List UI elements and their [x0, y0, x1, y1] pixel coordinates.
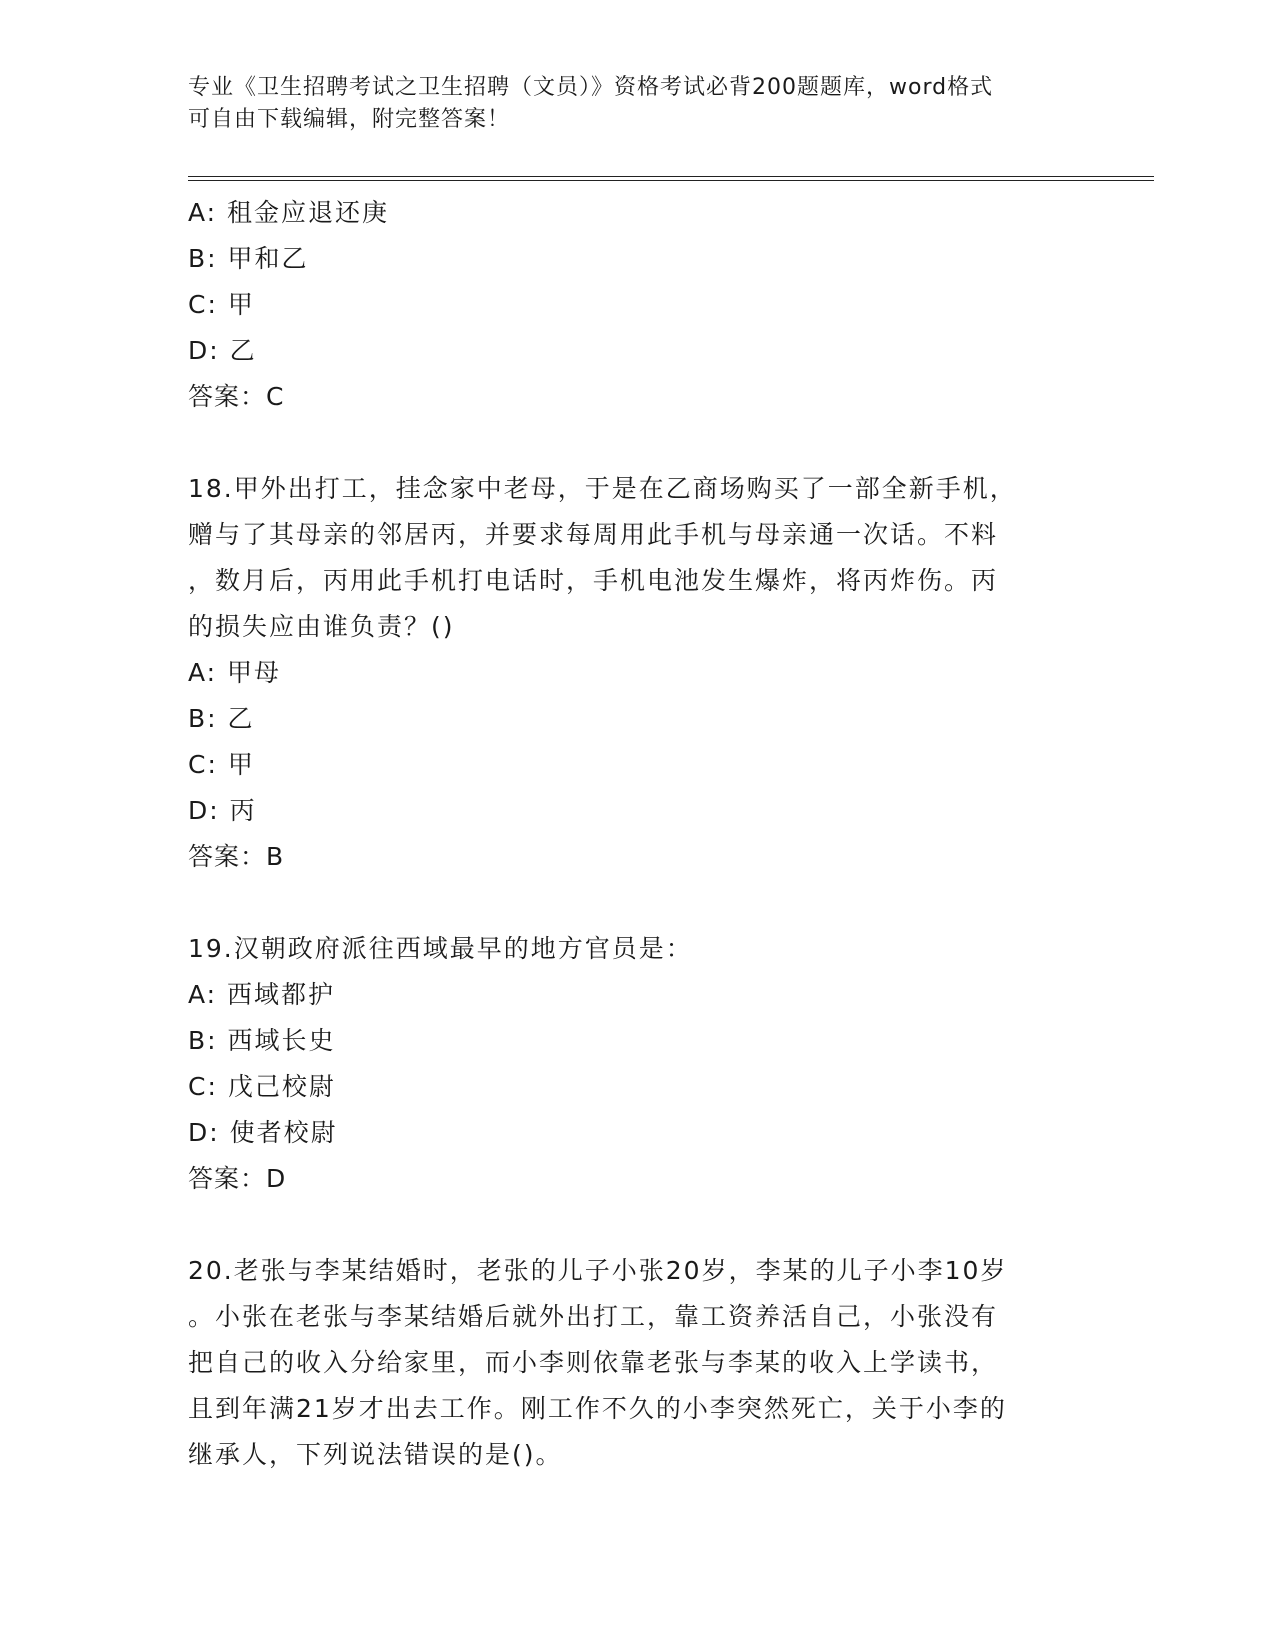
option-b: B: 甲和乙	[188, 244, 309, 273]
option-c: C: 戊己校尉	[188, 1072, 336, 1101]
question-stem-line: 20.老张与李某结婚时，老张的儿子小张20岁，李某的儿子小李10岁	[188, 1256, 1008, 1285]
option-d: D: 乙	[188, 336, 257, 365]
question-stem-line: 赠与了其母亲的邻居丙，并要求每周用此手机与母亲通一次话。不料	[188, 520, 999, 549]
question-19	[188, 926, 1088, 1202]
option-a: A: 甲母	[188, 658, 282, 687]
question-stem-line: 把自己的收入分给家里，而小李则依靠老张与李某的收入上学读书，	[188, 1348, 999, 1377]
spacer	[188, 420, 1088, 466]
option-a: A: 租金应退还庚	[188, 198, 390, 227]
option-c: C: 甲	[188, 290, 255, 319]
document-body	[188, 190, 1088, 1478]
question-stem-line: 的损失应由谁负责？()	[188, 612, 455, 641]
question-17	[188, 190, 1088, 420]
question-stem-line: 且到年满21岁才出去工作。刚工作不久的小李突然死亡，关于小李的	[188, 1394, 1007, 1423]
option-a: A: 西域都护	[188, 980, 336, 1009]
option-b: B: 乙	[188, 704, 255, 733]
question-18	[188, 466, 1088, 880]
document-header	[188, 72, 1088, 136]
option-c: C: 甲	[188, 750, 255, 779]
question-stem-line: 。小张在老张与李某结婚后就外出打工，靠工资养活自己，小张没有	[188, 1302, 999, 1331]
question-stem-line: 继承人，下列说法错误的是()。	[188, 1440, 563, 1469]
question-stem-line: 19.汉朝政府派往西域最早的地方官员是：	[188, 934, 693, 963]
spacer	[188, 1202, 1088, 1248]
answer: 答案：D	[188, 1164, 287, 1193]
question-stem-line: 18.甲外出打工，挂念家中老母，于是在乙商场购买了一部全新手机，	[188, 474, 1017, 503]
option-d: D: 丙	[188, 796, 257, 825]
answer: 答案：B	[188, 842, 285, 871]
question-20	[188, 1248, 1088, 1478]
header-line-1: 专业《卫生招聘考试之卫生招聘（文员）》资格考试必背200题题库，word格式	[188, 75, 994, 100]
answer: 答案：C	[188, 382, 285, 411]
option-b: B: 西域长史	[188, 1026, 336, 1055]
question-stem-line: ，数月后，丙用此手机打电话时，手机电池发生爆炸，将丙炸伤。丙	[188, 566, 999, 595]
header-line-2: 可自由下载编辑，附完整答案！	[188, 107, 511, 132]
option-d: D: 使者校尉	[188, 1118, 338, 1147]
header-divider	[188, 176, 1154, 181]
spacer	[188, 880, 1088, 926]
